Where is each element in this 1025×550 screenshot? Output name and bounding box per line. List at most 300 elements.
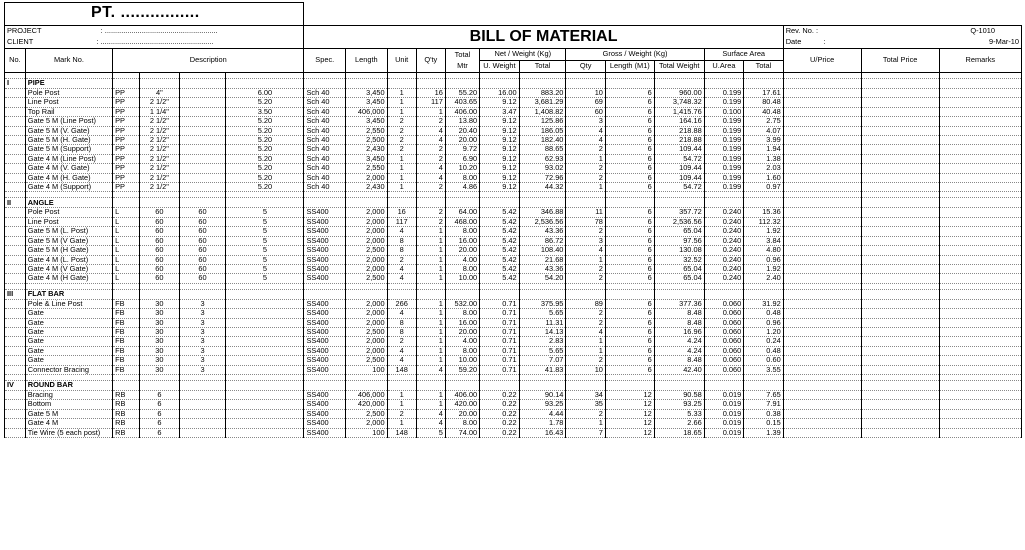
gross-qty: 3 <box>566 236 606 245</box>
net-total: 43.36 <box>519 264 566 273</box>
total-mtr: 10.00 <box>445 274 479 283</box>
unit-area: 0.060 <box>704 299 744 308</box>
mark-no: Gate 5 M (H Gate) <box>25 246 112 255</box>
col-spec: Spec. <box>304 49 346 73</box>
desc-size-1: 30 <box>140 318 180 327</box>
qty: 2 <box>416 117 445 126</box>
desc-size-3: 5 <box>226 246 304 255</box>
desc-size-2: 3 <box>179 356 226 365</box>
desc-size-3: 3.50 <box>226 107 304 116</box>
qty: 1 <box>416 337 445 346</box>
table-row <box>5 255 1022 264</box>
gross-length: 6 <box>605 337 654 346</box>
table-row <box>5 236 1022 245</box>
qty: 1 <box>416 255 445 264</box>
spec: SS400 <box>304 365 346 374</box>
section-title: PIPE <box>25 79 112 89</box>
spec: Sch 40 <box>304 107 346 116</box>
desc-size-3: 5.20 <box>226 154 304 163</box>
desc-code: L <box>113 264 140 273</box>
mark-no: Gate 4 M (V Gate) <box>25 264 112 273</box>
length: 2,500 <box>346 356 388 365</box>
gross-qty: 1 <box>566 255 606 264</box>
unit-weight: 9.12 <box>480 145 520 154</box>
gross-length: 12 <box>605 390 654 399</box>
unit: 2 <box>387 409 416 418</box>
total-mtr: 8.00 <box>445 227 479 236</box>
spec: SS400 <box>304 264 346 273</box>
desc-size-1: 2 1/2" <box>140 183 180 192</box>
net-total: 108.40 <box>519 246 566 255</box>
gross-length: 6 <box>605 246 654 255</box>
gross-length: 6 <box>605 217 654 226</box>
gross-length: 6 <box>605 208 654 217</box>
desc-size-1: 2 1/2" <box>140 164 180 173</box>
unit: 117 <box>387 217 416 226</box>
spec: Sch 40 <box>304 164 346 173</box>
length: 2,000 <box>346 217 388 226</box>
gross-qty: 35 <box>566 400 606 409</box>
client-label: CLIENT <box>7 37 33 47</box>
bom-sheet <box>4 2 1022 438</box>
unit-area: 0.019 <box>704 400 744 409</box>
table-row <box>5 274 1022 283</box>
net-total: 182.40 <box>519 136 566 145</box>
unit: 2 <box>387 126 416 135</box>
spec: Sch 40 <box>304 98 346 107</box>
net-total: 72.96 <box>519 173 566 182</box>
unit-weight: 9.12 <box>480 136 520 145</box>
table-row <box>5 154 1022 163</box>
desc-size-2 <box>179 145 226 154</box>
unit-area: 0.199 <box>704 117 744 126</box>
desc-code: PP <box>113 98 140 107</box>
gross-qty: 1 <box>566 337 606 346</box>
unit-weight: 0.71 <box>480 365 520 374</box>
unit-area: 0.060 <box>704 356 744 365</box>
net-total: 1.78 <box>519 419 566 428</box>
gross-length: 6 <box>605 255 654 264</box>
spec: Sch 40 <box>304 136 346 145</box>
desc-code: L <box>113 246 140 255</box>
unit: 2 <box>387 136 416 145</box>
gross-qty: 2 <box>566 309 606 318</box>
qty: 1 <box>416 227 445 236</box>
desc-size-2 <box>179 98 226 107</box>
net-total: 90.14 <box>519 390 566 399</box>
qty: 4 <box>416 419 445 428</box>
desc-size-2: 3 <box>179 309 226 318</box>
col-gross-qty: Qty <box>566 61 606 73</box>
rev-row <box>783 26 1021 38</box>
qty: 4 <box>416 164 445 173</box>
desc-size-3 <box>226 390 304 399</box>
desc-size-1: 6 <box>140 419 180 428</box>
gross-length: 6 <box>605 365 654 374</box>
table-row <box>5 89 1022 98</box>
gross-length: 6 <box>605 145 654 154</box>
client-row <box>5 37 304 49</box>
col-no: No. <box>5 49 26 73</box>
desc-size-3 <box>226 428 304 437</box>
qty: 4 <box>416 409 445 418</box>
desc-size-1: 60 <box>140 255 180 264</box>
net-total: 186.05 <box>519 126 566 135</box>
total-mtr: 20.00 <box>445 246 479 255</box>
table-row <box>5 164 1022 173</box>
surface-total: 17.61 <box>744 89 784 98</box>
gross-qty: 4 <box>566 327 606 336</box>
gross-length: 12 <box>605 419 654 428</box>
section-row <box>5 289 1022 299</box>
table-row <box>5 208 1022 217</box>
desc-code: L <box>113 208 140 217</box>
total-mtr: 4.00 <box>445 337 479 346</box>
unit: 148 <box>387 428 416 437</box>
bom-body <box>5 73 1022 438</box>
desc-size-3: 5 <box>226 255 304 264</box>
gross-total: 2,536.56 <box>654 217 704 226</box>
spec: SS400 <box>304 428 346 437</box>
unit: 1 <box>387 173 416 182</box>
desc-code: FB <box>113 327 140 336</box>
col-gross-length: Length (M1) <box>605 61 654 73</box>
desc-size-1: 2 1/2" <box>140 126 180 135</box>
qty: 2 <box>416 145 445 154</box>
gross-length: 6 <box>605 89 654 98</box>
desc-size-2 <box>179 117 226 126</box>
surface-total: 2.03 <box>744 164 784 173</box>
table-row <box>5 183 1022 192</box>
desc-size-3 <box>226 318 304 327</box>
mark-no: Gate <box>25 356 112 365</box>
total-mtr: 8.00 <box>445 264 479 273</box>
gross-length: 6 <box>605 183 654 192</box>
total-mtr: 8.00 <box>445 309 479 318</box>
length: 2,430 <box>346 183 388 192</box>
desc-size-2: 60 <box>179 227 226 236</box>
length: 2,000 <box>346 227 388 236</box>
gross-total: 4.24 <box>654 346 704 355</box>
spec: Sch 40 <box>304 154 346 163</box>
desc-size-1: 30 <box>140 337 180 346</box>
unit-weight: 0.22 <box>480 400 520 409</box>
net-total: 2.83 <box>519 337 566 346</box>
gross-length: 6 <box>605 346 654 355</box>
unit: 4 <box>387 264 416 273</box>
gross-length: 6 <box>605 173 654 182</box>
col-u-area: U.Area <box>704 61 744 73</box>
gross-length: 6 <box>605 264 654 273</box>
gross-total: 65.04 <box>654 264 704 273</box>
desc-size-1: 60 <box>140 217 180 226</box>
surface-total: 1.92 <box>744 264 784 273</box>
mark-no: Gate 5 M (V. Gate) <box>25 126 112 135</box>
desc-code: PP <box>113 126 140 135</box>
total-mtr: 20.00 <box>445 136 479 145</box>
unit-weight: 5.42 <box>480 227 520 236</box>
table-row <box>5 309 1022 318</box>
spec: SS400 <box>304 400 346 409</box>
gross-total: 93.25 <box>654 400 704 409</box>
surface-total: 3.55 <box>744 365 784 374</box>
unit: 2 <box>387 337 416 346</box>
gross-qty: 2 <box>566 264 606 273</box>
length: 2,500 <box>346 246 388 255</box>
desc-size-2 <box>179 390 226 399</box>
table-row <box>5 390 1022 399</box>
unit: 1 <box>387 154 416 163</box>
desc-size-3 <box>226 309 304 318</box>
unit: 8 <box>387 327 416 336</box>
section-title: ROUND BAR <box>25 380 112 390</box>
total-mtr: 8.00 <box>445 419 479 428</box>
total-mtr: 20.00 <box>445 327 479 336</box>
length: 420,000 <box>346 400 388 409</box>
desc-size-1: 2 1/2" <box>140 145 180 154</box>
mark-no: Gate 5 M (Line Post) <box>25 117 112 126</box>
qty: 1 <box>416 390 445 399</box>
section-row <box>5 380 1022 390</box>
net-total: 1,408.82 <box>519 107 566 116</box>
total-mtr: 74.00 <box>445 428 479 437</box>
section-number: II <box>5 198 26 208</box>
desc-code: PP <box>113 173 140 182</box>
desc-size-3 <box>226 299 304 308</box>
unit-weight: 9.12 <box>480 154 520 163</box>
unit: 1 <box>387 89 416 98</box>
surface-total: 4.80 <box>744 246 784 255</box>
total-mtr: 8.00 <box>445 173 479 182</box>
surface-total: 1.39 <box>744 428 784 437</box>
net-total: 54.20 <box>519 274 566 283</box>
desc-size-3: 5 <box>226 236 304 245</box>
qty: 1 <box>416 107 445 116</box>
length: 2,000 <box>346 309 388 318</box>
net-total: 14.13 <box>519 327 566 336</box>
surface-total: 1.20 <box>744 327 784 336</box>
desc-code: PP <box>113 164 140 173</box>
unit-area: 0.060 <box>704 365 744 374</box>
unit-weight: 0.71 <box>480 327 520 336</box>
col-u-weight: U. Weight <box>480 61 520 73</box>
gross-total: 218.88 <box>654 126 704 135</box>
spec: Sch 40 <box>304 183 346 192</box>
length: 100 <box>346 428 388 437</box>
mark-no: Gate <box>25 327 112 336</box>
desc-size-2: 60 <box>179 208 226 217</box>
desc-size-3 <box>226 337 304 346</box>
gross-total: 90.58 <box>654 390 704 399</box>
desc-code: L <box>113 236 140 245</box>
gross-length: 6 <box>605 117 654 126</box>
total-mtr: 406.00 <box>445 107 479 116</box>
spec: SS400 <box>304 246 346 255</box>
table-row <box>5 346 1022 355</box>
gross-qty: 1 <box>566 346 606 355</box>
net-total: 346.88 <box>519 208 566 217</box>
desc-code: PP <box>113 136 140 145</box>
net-total: 93.25 <box>519 400 566 409</box>
unit-weight: 0.22 <box>480 390 520 399</box>
gross-length: 6 <box>605 164 654 173</box>
gross-qty: 2 <box>566 409 606 418</box>
unit-weight: 9.12 <box>480 98 520 107</box>
table-row <box>5 365 1022 374</box>
table-row <box>5 136 1022 145</box>
table-row <box>5 246 1022 255</box>
unit-weight: 9.12 <box>480 164 520 173</box>
desc-size-1: 30 <box>140 346 180 355</box>
spec: SS400 <box>304 419 346 428</box>
surface-total: 0.24 <box>744 337 784 346</box>
desc-size-1: 60 <box>140 208 180 217</box>
total-mtr: 8.00 <box>445 346 479 355</box>
qty: 5 <box>416 428 445 437</box>
gross-total: 4.24 <box>654 337 704 346</box>
desc-size-2: 60 <box>179 236 226 245</box>
table-row <box>5 409 1022 418</box>
unit-area: 0.240 <box>704 236 744 245</box>
length: 3,450 <box>346 98 388 107</box>
net-total: 41.83 <box>519 365 566 374</box>
unit: 1 <box>387 400 416 409</box>
col-surface-total: Total <box>744 61 784 73</box>
qty: 2 <box>416 217 445 226</box>
desc-size-1: 60 <box>140 236 180 245</box>
mark-no: Gate 5 M (V Gate) <box>25 236 112 245</box>
unit-weight: 0.22 <box>480 409 520 418</box>
desc-size-3: 5 <box>226 217 304 226</box>
desc-size-3: 5 <box>226 208 304 217</box>
spec: SS400 <box>304 208 346 217</box>
gross-total: 357.72 <box>654 208 704 217</box>
mark-no: Pole Post <box>25 208 112 217</box>
surface-total: 0.96 <box>744 255 784 264</box>
surface-total: 1.38 <box>744 154 784 163</box>
mark-no: Gate 4 M (Support) <box>25 183 112 192</box>
surface-total: 1.94 <box>744 145 784 154</box>
unit-weight: 5.42 <box>480 236 520 245</box>
length: 2,000 <box>346 346 388 355</box>
desc-code: FB <box>113 309 140 318</box>
project-row <box>5 26 304 38</box>
col-qty: Q'ty <box>416 49 445 73</box>
spec: SS400 <box>304 309 346 318</box>
gross-length: 6 <box>605 356 654 365</box>
desc-size-1: 2 1/2" <box>140 117 180 126</box>
table-row <box>5 227 1022 236</box>
net-total: 16.43 <box>519 428 566 437</box>
gross-qty: 1 <box>566 154 606 163</box>
total-mtr: 20.00 <box>445 409 479 418</box>
desc-size-3: 5.20 <box>226 117 304 126</box>
desc-size-2: 60 <box>179 255 226 264</box>
project-value: : ....................................................... <box>100 26 218 36</box>
qty: 1 <box>416 236 445 245</box>
gross-qty: 10 <box>566 89 606 98</box>
unit-area: 0.100 <box>704 107 744 116</box>
gross-total: 960.00 <box>654 89 704 98</box>
desc-size-2 <box>179 107 226 116</box>
col-net-weight: Net / Weight (Kg) <box>480 49 566 61</box>
total-mtr: 6.90 <box>445 154 479 163</box>
qty: 4 <box>416 126 445 135</box>
desc-code: PP <box>113 117 140 126</box>
net-total: 86.72 <box>519 236 566 245</box>
unit-area: 0.060 <box>704 309 744 318</box>
unit-weight: 5.42 <box>480 255 520 264</box>
desc-size-2: 60 <box>179 246 226 255</box>
gross-length: 6 <box>605 327 654 336</box>
desc-size-3: 6.00 <box>226 89 304 98</box>
desc-size-3: 5.20 <box>226 98 304 107</box>
desc-size-3: 5.20 <box>226 145 304 154</box>
gross-total: 2.66 <box>654 419 704 428</box>
gross-total: 3,748.32 <box>654 98 704 107</box>
desc-size-1: 6 <box>140 400 180 409</box>
gross-total: 8.48 <box>654 318 704 327</box>
unit-area: 0.060 <box>704 318 744 327</box>
unit-weight: 5.42 <box>480 274 520 283</box>
surface-total: 15.36 <box>744 208 784 217</box>
surface-total: 7.91 <box>744 400 784 409</box>
desc-code: L <box>113 227 140 236</box>
unit: 2 <box>387 255 416 264</box>
desc-size-3: 5.20 <box>226 173 304 182</box>
total-mtr: 59.20 <box>445 365 479 374</box>
mark-no: Gate 4 M (H. Gate) <box>25 173 112 182</box>
desc-size-3: 5 <box>226 227 304 236</box>
desc-size-3 <box>226 419 304 428</box>
qty: 1 <box>416 299 445 308</box>
length: 2,000 <box>346 173 388 182</box>
table-row <box>5 337 1022 346</box>
gross-total: 5.33 <box>654 409 704 418</box>
desc-size-2: 3 <box>179 346 226 355</box>
table-row <box>5 117 1022 126</box>
qty: 2 <box>416 154 445 163</box>
unit-area: 0.199 <box>704 136 744 145</box>
spec: SS400 <box>304 356 346 365</box>
length: 2,550 <box>346 126 388 135</box>
table-row <box>5 173 1022 182</box>
unit-area: 0.060 <box>704 346 744 355</box>
unit-area: 0.240 <box>704 208 744 217</box>
total-mtr: 468.00 <box>445 217 479 226</box>
gross-length: 6 <box>605 274 654 283</box>
net-total: 3,681.29 <box>519 98 566 107</box>
surface-total: 0.60 <box>744 356 784 365</box>
unit-weight: 0.22 <box>480 419 520 428</box>
length: 2,000 <box>346 264 388 273</box>
spec: SS400 <box>304 337 346 346</box>
gross-qty: 10 <box>566 365 606 374</box>
unit: 1 <box>387 390 416 399</box>
spec: SS400 <box>304 217 346 226</box>
desc-size-3: 5 <box>226 274 304 283</box>
gross-length: 6 <box>605 154 654 163</box>
gross-length: 6 <box>605 227 654 236</box>
section-number: III <box>5 289 26 299</box>
mark-no: Gate 5 M (Support) <box>25 145 112 154</box>
total-mtr: 64.00 <box>445 208 479 217</box>
length: 2,500 <box>346 274 388 283</box>
mark-no: Gate 5 M (L. Post) <box>25 227 112 236</box>
gross-qty: 1 <box>566 183 606 192</box>
mark-no: Tie Wire (5 each post) <box>25 428 112 437</box>
surface-total: 80.48 <box>744 98 784 107</box>
